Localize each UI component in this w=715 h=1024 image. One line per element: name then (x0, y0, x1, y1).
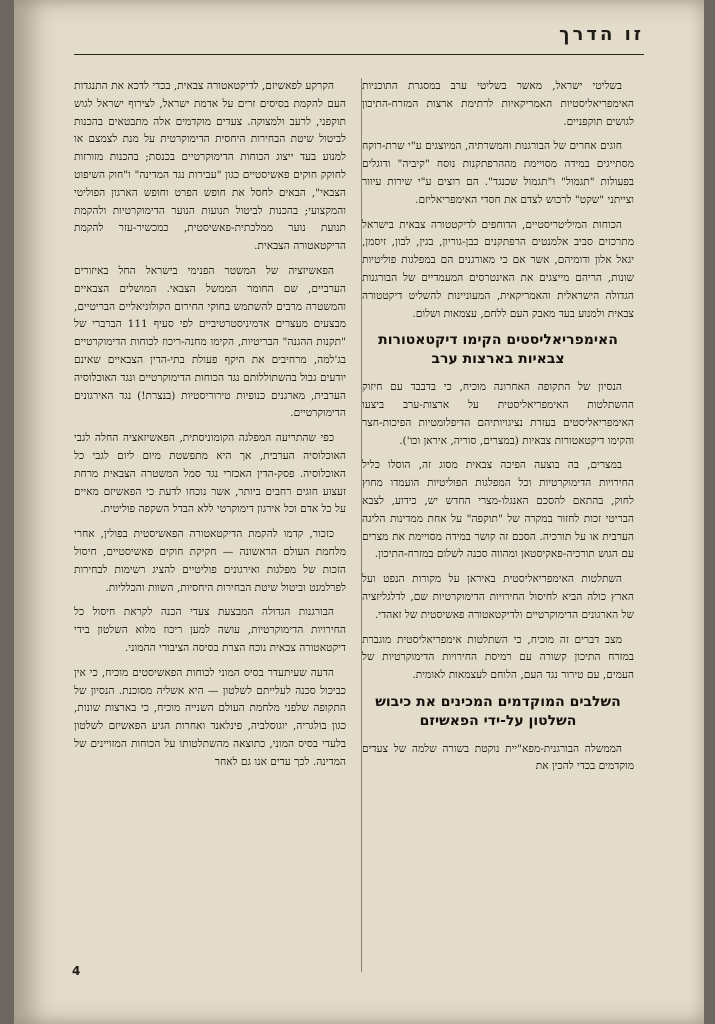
page-number: 4 (72, 964, 81, 978)
document-page (14, 0, 704, 1024)
paragraph: מצב דברים זה מוכיח, כי השתלטות אימפריאליסטית מוגברת במזרח התיכון קשורה עם רמיסת החירויות הדימוקרטיות של העמים, עם טירור נגד העם, הלוחם לעצמאות לאומית. (362, 633, 634, 682)
paragraph: הדעה שעיתעדר בסיס המוני לכוחות הפאשיסטים מוכיח, כי אין כביכול סכנה לעלייתם לשלטון — היא אשליה מסוכנת. הנסיון של התקופה שלפני מלחמת העולם השנייה מוכיח, כי בארצות שונות, כגון בולגריה, יוגוסלביה, פינלאנד ואחרות הגיע הפאשיזם לשלטון בלעדי בסיס המוני, כתוצאה מהשתלטותו על הכוחות המזויינים של המדינה. לכך עדים אנו גם לאחר (74, 666, 346, 768)
paragraph: השתלטות האימפריאליסטית באיראן על מקורות הנפט ועל הארץ כולה הביא לחיסול החירויות הדימוקרטיות שם, לדלגליזציה של הארגונים הדימוקרטיים ולדיקטאטורה פאשיסטית של זאהדי. (362, 573, 634, 621)
section-heading: האימפריאליסטים הקימו דיקטאטורות צבאיות בארצות ערב (378, 332, 618, 368)
paragraph: הנסיון של התקופה האחרונה מוכיח, כי בדבבד עם חיזוק ההשתלטות האימפריאליסטית על ארצות-ערב ביצעו האימפריאליסטים בעזרת נציגויותיהם הדיפלומטיות הפיכות-חצר והקימו דיקטאטורות צבאיות (במצרים, סוריה, איראן וכו'). (362, 381, 634, 447)
section-heading: השלבים המוקדמים המכינים את כיבוש השלטון על-ידי הפאשיזם (375, 693, 621, 729)
running-title: זו הדרך (559, 24, 644, 45)
right-column (362, 78, 634, 972)
paragraph: הממשלה הבורגנית-מפא"יית נוקטת בשורה שלמה של צעדים מוקדמים בכדי להכין את (362, 742, 634, 773)
paragraph: הפאשיזציה של המשטר הפנימי בישראל החל באיזורים הערביים, שם החומר הממשל הצבאי. המושלים הצבאיים והמשטרה מרבים להשתמש בחוקי החירום הקולוניאליים הבריטיים, מבצעים מעצרים אדמיניסטרטיביים לפי סעיף 111 הברברי של "תקנות ההגנה" הבריטיות, הקימו מחנה-ריכוז לכוחות הדימוקרטיים בג'למה, מרחיבים את היקף פעולת בתי-הדין הצבאיים שאינם יודעים גבול בהשתוללותם נגד הכוחות הדימוקרטיים ונגד האוכלוסיה הערבית, מארגנים כנופיות טירוריסטיות (בנצרת!) נגד האירגונים הדימוקרטיים. (74, 264, 346, 420)
paragraph: במצרים, בה בוצעה הפיכה צבאית מסוג זה, הוסלו כליל החירויות הדימוקרטיות וכל המפלגות הפוליטיות הועמדו מחוץ לחוק, בהתאם להסכם האנגלו-מצרי החדש יש, כידוע, לצבא הבריטי זכות לחזור במקרה של "תוקפה" על אחת ממדינות הליגה הערבית או על תורכיה. הסכם זה קושר במידה מסויימת את מצרים עם הגוש תורכיה-פאקיסטאן ומהווה סכנה לשלום במזרח-התיכון. (362, 459, 634, 561)
running-head (74, 20, 644, 55)
paragraph: הקרקע לפאשיזם, לדיקטאטורה צבאית, בכדי לדכא את התנגדות העם להקמת בסיסים זרים על אדמת ישראל, לצירוף ישראל לגוש תוקפני, לרעב ולמצוקה. צעדים מוקדמים אלה מתבטאים בהכנות לביטול שיטת הבחירות היחסית הדימוקרטית על מנת לצמצם או למנוע בעד ייצוג הכוחות הדימוקרטיים בכנסת; בהכנות מזורזות לחוקק חוקים פאשיסטיים כגון "עבירות נגד המדינה" ו"חוק השיפוט הצבאי", הבאים לחסל את חופש הפרט וחופש הארגון הפוליטי והמקצועי; בהכנות לביטול תנועות הנוער הדימוקרטיות ולהקמת תנועת נוער ממלכתית-פאשיסטית, כמכשיר-עזר להקמת הדיקטאטורה הצבאית. (74, 80, 346, 253)
column-divider (361, 78, 362, 972)
left-column (74, 78, 346, 972)
paragraph: חוגים אחרים של הבורגנות והמשרתיה, המיוצגים ע"י שרת-רוקח מסתייגים במידה מסויימת מההרפתקנות נוסח "קיביה" ודוגלים בפעולות "תגמול" ו"תגמול שכנגד". הם רוצים ע"י שירות עיוור וצייתני "שקט" לרכוש לצדם את חסדי האימפריאליזם. (362, 140, 634, 206)
paragraph: הבורגנות הגדולה המבצעת צעדי הכנה לקראת חיסול כל החירויות הדימוקרטיות, עושה למען ריכוז מלוא השלטון בידי דיקטאטורה צבאית נוכח הצרת בסיסה הציבורי ההמוני. (74, 606, 346, 654)
paragraph: הכוחות המיליטריסטיים, הדוחפים לדיקטטורה צבאית בישראל מתרכזים סביב אלמנטים הרפתקנים כבן-גוריון, בגין, לבון, זיסמן, יגאל אלון ודומיהם, אשר אם כי מאורגנים הם במפלגות פוליטיות שונות, הריהם מייצגים את האינטרסים המעמדיים של הבורגנות הגדולה הישראלית והאמריקאית, המעוניינות להשליט דיקטטורה צבאית ולמנוע בעד מאבק העם ללחם, עצמאות ושלום. (362, 218, 634, 320)
paragraph: כזכור, קדמו להקמת הדיקטאטורה הפאשיסטית בפולין, אחרי מלחמת העולם הראשונה — חקיקת חוקים פאשיסטיים, חיסול הזכות של מפלגות ואירגונים פוליטיים להציג רשימות לבחירות לפרלמנט וביטול שיטת הבחירות היחסיות, השוות והכלליות. (74, 528, 346, 594)
paragraph: כפי שהתריעה המפלגה הקומוניסתית, הפאשיזאציה החלה לגבי האוכלוסיה הערבית, אך היא מתפשטת מיום ליום לגבי כל האוכלוסיה. פסק-הדין האכזרי נגד סמל המשטרה הצבאית מרחת זעצוע חוגים רחבים ביותר, אשר נוכחו לדעת כי הפאשיזם מאיים על כל אדם וכל אירגון דימוקרטי ללא הבדל השקפה פוליטית. (74, 432, 346, 516)
paragraph: בשליטי ישראל, מאשר בשליטי ערב במסגרת התוכניות האימפריאליסטיות האמריקאיות לרתימת ארצות המזרח-התיכון לגושים תוקפניים. (362, 80, 634, 128)
